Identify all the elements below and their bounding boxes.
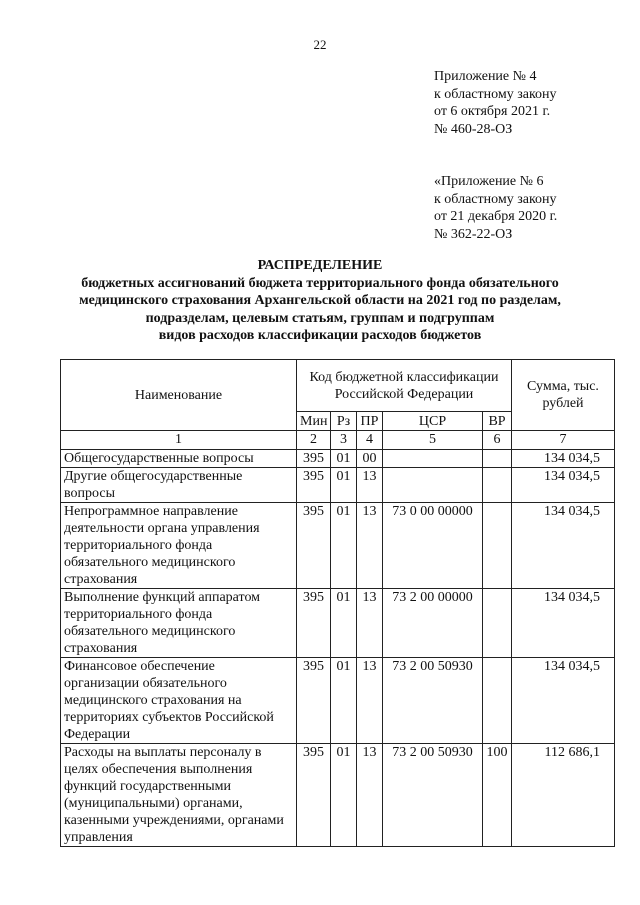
row-name: Расходы на выплаты персоналу в целях обеспечения выполнения функций государственными (муниципальными) органами, казенными учреждениями, органами управления [61, 744, 297, 847]
column-number: 5 [383, 431, 483, 450]
row-sum: 134 034,5 [512, 658, 615, 744]
row-name: Другие общегосударственные вопросы [61, 468, 297, 503]
row-csr: 73 0 00 00000 [383, 503, 483, 589]
row-rz: 01 [331, 450, 357, 468]
header-rz: Рз [331, 412, 357, 431]
row-csr [383, 450, 483, 468]
row-rz: 01 [331, 658, 357, 744]
row-min: 395 [297, 450, 331, 468]
row-rz: 01 [331, 744, 357, 847]
appendix-line: № 362-22-ОЗ [434, 226, 513, 242]
title-line: медицинского страхования Архангельской области на 2021 год по разделам, [79, 293, 561, 308]
title-heading: РАСПРЕДЕЛЕНИЕ [257, 258, 383, 273]
row-vr [483, 450, 512, 468]
row-vr [483, 503, 512, 589]
column-number: 7 [512, 431, 615, 450]
column-number: 6 [483, 431, 512, 450]
header-pr: ПР [357, 412, 383, 431]
title-line: видов расходов классификации расходов бюджетов [158, 328, 482, 343]
column-number: 1 [61, 431, 297, 450]
appendix-line: № 460-28-ОЗ [434, 121, 513, 137]
row-min: 395 [297, 744, 331, 847]
page-number: 22 [313, 37, 327, 52]
table-row [61, 450, 615, 468]
appendix-line: от 6 октября 2021 г. [434, 104, 551, 119]
row-csr: 73 2 00 50930 [383, 744, 483, 847]
row-pr: 13 [357, 503, 383, 589]
row-name: Выполнение функций аппаратом территориального фонда обязательного медицинского страхования [61, 589, 297, 658]
appendix-line: к областному закону [434, 191, 557, 207]
row-min: 395 [297, 658, 331, 744]
header-sum: Сумма, тыс. рублей [512, 360, 615, 431]
row-name: Непрограммное направление деятельности органа управления территориального фонда обязательного медицинского страхования [61, 503, 297, 589]
row-sum: 134 034,5 [512, 589, 615, 658]
row-pr: 13 [357, 589, 383, 658]
table-row [61, 503, 615, 589]
header-vr: ВР [483, 412, 512, 431]
appendix-current [434, 68, 557, 138]
row-min: 395 [297, 589, 331, 658]
column-number: 3 [331, 431, 357, 450]
row-vr [483, 658, 512, 744]
row-vr: 100 [483, 744, 512, 847]
row-csr: 73 2 00 00000 [383, 589, 483, 658]
row-name: Общегосударственные вопросы [61, 450, 297, 468]
title-line: бюджетных ассигнований бюджета территориального фонда обязательного [81, 275, 559, 291]
row-csr: 73 2 00 50930 [383, 658, 483, 744]
row-rz: 01 [331, 589, 357, 658]
row-pr: 13 [357, 658, 383, 744]
row-name: Финансовое обеспечение организации обязательного медицинского страхования на территориях субъектов Российской Федерации [61, 658, 297, 744]
appendix-line: от 21 декабря 2020 г. [434, 209, 558, 224]
row-vr [483, 468, 512, 503]
row-vr [483, 589, 512, 658]
table-row [61, 589, 615, 658]
document-title [0, 257, 640, 345]
appendix-line: Приложение № 4 [434, 69, 537, 84]
row-sum: 134 034,5 [512, 468, 615, 503]
row-rz: 01 [331, 468, 357, 503]
title-line: подразделам, целевым статьям, группам и подгруппам [145, 310, 495, 326]
row-sum: 134 034,5 [512, 450, 615, 468]
row-pr: 13 [357, 744, 383, 847]
header-csr: ЦСР [383, 412, 483, 431]
table-row [61, 468, 615, 503]
table-row [61, 744, 615, 847]
table-row [61, 658, 615, 744]
budget-table [60, 359, 615, 847]
row-rz: 01 [331, 503, 357, 589]
column-number: 4 [357, 431, 383, 450]
row-min: 395 [297, 503, 331, 589]
row-sum: 112 686,1 [512, 744, 615, 847]
appendix-line: «Приложение № 6 [434, 174, 544, 189]
row-sum: 134 034,5 [512, 503, 615, 589]
appendix-line: к областному закону [434, 86, 557, 102]
column-number: 2 [297, 431, 331, 450]
appendix-original [434, 173, 557, 243]
row-csr [383, 468, 483, 503]
header-name: Наименование [61, 360, 297, 431]
row-pr: 00 [357, 450, 383, 468]
header-code-group: Код бюджетной классификации Российской Федерации [297, 360, 512, 412]
row-min: 395 [297, 468, 331, 503]
header-min: Мин [297, 412, 331, 431]
row-pr: 13 [357, 468, 383, 503]
